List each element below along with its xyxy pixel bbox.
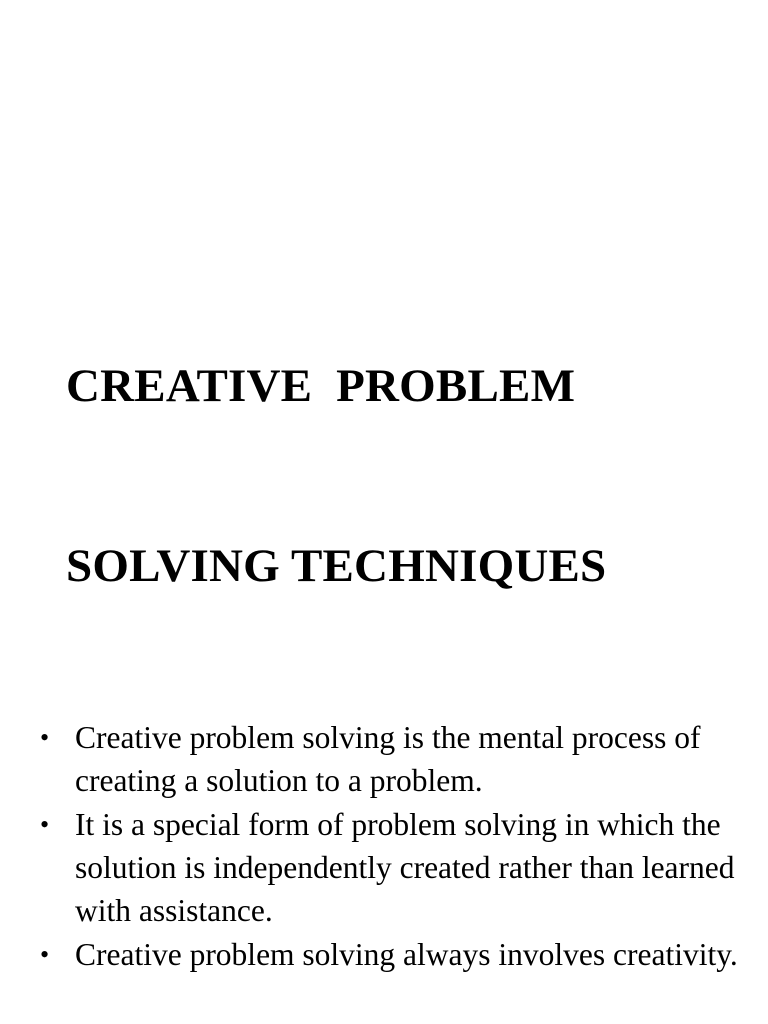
bullet-text: Creative problem solving always involves creativity. <box>75 937 738 972</box>
bullet-icon: • <box>40 723 50 752</box>
bullet-item <box>40 716 740 802</box>
title-line-1: CREATIVE PROBLEM <box>66 360 576 412</box>
bullet-item <box>40 803 740 932</box>
bullet-list <box>40 716 740 977</box>
title-line-2: SOLVING TECHNIQUES <box>66 540 607 592</box>
bullet-text: It is a special form of problem solving in which the solution is independently created rather than learned with assistance. <box>75 807 735 928</box>
bullet-icon: • <box>40 940 50 969</box>
bullet-icon: • <box>40 810 50 839</box>
slide-title <box>66 236 746 716</box>
bullet-text: Creative problem solving is the mental process of creating a solution to a problem. <box>75 720 701 798</box>
bullet-item <box>40 933 740 976</box>
